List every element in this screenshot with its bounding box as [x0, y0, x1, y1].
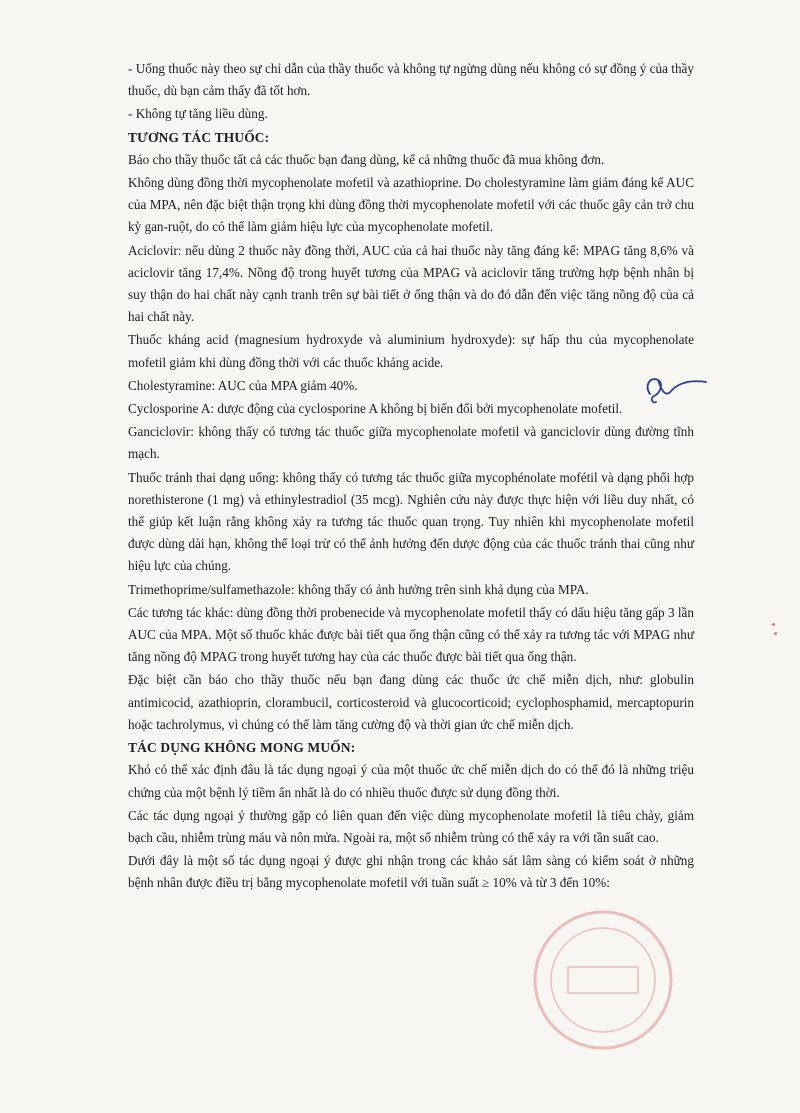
heading-drug-interactions: TƯƠNG TÁC THUỐC: [128, 129, 270, 145]
interaction-paragraph: Ganciclovir: không thấy có tương tác thuốc giữa mycophenolate mofetil và ganciclovir dùng đường tĩnh mạch. [128, 424, 694, 462]
interaction-paragraph: Cyclosporine A: dược động của cyclosporine A không bị biến đổi bởi mycophenolate mofetil. [128, 401, 623, 417]
paragraph-dose-warning: - Không tự tăng liều dùng. [128, 106, 268, 122]
interaction-paragraph: Thuốc tránh thai dạng uống: không thấy có tương tác thuốc giữa mycophénolate mofétil và dạng phối hợp norethisterone (1 mg) và ethinylestradiol (35 mcg). Nghiên cứu này được thực hiện với liều duy nhất, có thể giúp kết luận rằng không xảy ra tương tác thuốc quan trọng. Tuy nhiên khi mycophenolate mofetil được dùng dài hạn, không thể loại trừ có thể ảnh hưởng đến dược động của các thuốc tránh thai cũng như hiệu lực của chúng. [128, 469, 694, 574]
heading-adverse-effects: TÁC DỤNG KHÔNG MONG MUỐN: [128, 740, 356, 756]
official-stamp-seal [528, 905, 678, 1055]
adverse-effects-paragraph: Các tác dụng ngoại ý thường gặp có liên quan đến việc dùng mycophenolate mofetil là tiêu chảy, giảm bạch cầu, nhiễm trùng máu và nôn mửa. Ngoài ra, một số nhiễm trùng có thể xảy ra với tần suất cao. [128, 807, 694, 845]
interaction-paragraph: Trimethoprime/sulfamethazole: không thấy có ảnh hưởng trên sinh khả dụng của MPA. [128, 581, 589, 597]
interaction-paragraph: Báo cho thầy thuốc tất cả các thuốc bạn đang dùng, kể cả những thuốc đã mua không đơn. [128, 151, 605, 167]
adverse-effects-paragraph: Khó có thể xác định đâu là tác dụng ngoại ý của một thuốc ức chế miễn dịch do có thể đó là những triệu chứng của một bệnh lý tiềm ẩn nhất là do có nhiều thuốc được sử dụng đồng thời. [128, 762, 694, 800]
document-body [128, 58, 694, 896]
adverse-effects-paragraph: Dưới đây là một số tác dụng ngoại ý được ghi nhận trong các khảo sát lâm sàng có kiểm soát ở những bệnh nhân được điều trị bằng mycophenolate mofetil với tuần suất ≥ 10% và từ 3 đến 10%: [128, 853, 694, 891]
interaction-paragraph: Các tương tác khác: dùng đồng thời probenecide và mycophenolate mofetil thấy có dấu hiệu tăng gấp 3 lần AUC của MPA. Một số thuốc khác được bài tiết qua ống thận cũng có thể xảy ra tương tác với MPAG như tăng nồng độ MPAG trong huyết tương hay của các thuốc được bài tiết qua ống thận. [128, 604, 694, 665]
handwritten-signature [640, 372, 710, 408]
interaction-paragraph: Aciclovir: nếu dùng 2 thuốc này đồng thời, AUC của cả hai thuốc này tăng đáng kể: MPAG tăng 8,6% và aciclovir tăng 17,4%. Nồng độ trong huyết tương của MPAG và aciclovir tăng trường hợp bệnh nhân bị suy thận do hai chất này cạnh tranh trên sự bài tiết ở ống thận và do đó dẫn đến việc tăng nồng độ của cả hai chất này. [128, 242, 694, 325]
interaction-paragraph: Cholestyramine: AUC của MPA giảm 40%. [128, 377, 358, 393]
interaction-paragraph: Đặc biệt cần báo cho thầy thuốc nếu bạn đang dùng các thuốc ức chế miễn dịch, như: globulin antimicocid, azathioprin, clorambucil, corticosteroid và glucocorticoid; cyclophosphamid, mercaptopurin hoặc tachrolymus, vì chúng có thể làm tăng cường độ và thời gian ức chế miễn dịch. [128, 672, 694, 732]
interaction-paragraph: Không dùng đồng thời mycophenolate mofetil và azathioprine. Do cholestyramine làm giảm đáng kể AUC của MPA, nên đặc biệt thận trọng khi dùng đồng thời mycophenolate mofetil với các thuốc gây cản trở chu kỳ gan-ruột, do có thể làm giảm hiệu lực của mycophenolate mofetil. [128, 175, 694, 235]
red-mark [772, 623, 775, 626]
interaction-paragraph: Thuốc kháng acid (magnesium hydroxyde và aluminium hydroxyde): sự hấp thu của mycophenolate mofetil giảm khi dùng đồng thời với các thuốc kháng acide. [128, 332, 694, 370]
red-mark [774, 632, 777, 635]
paragraph-usage-instruction: - Uống thuốc này theo sự chỉ dẫn của thầy thuốc và không tự ngừng dùng nếu không có sự đồng ý của thầy thuốc, dù bạn cảm thấy đã tốt hơn. [128, 61, 694, 99]
